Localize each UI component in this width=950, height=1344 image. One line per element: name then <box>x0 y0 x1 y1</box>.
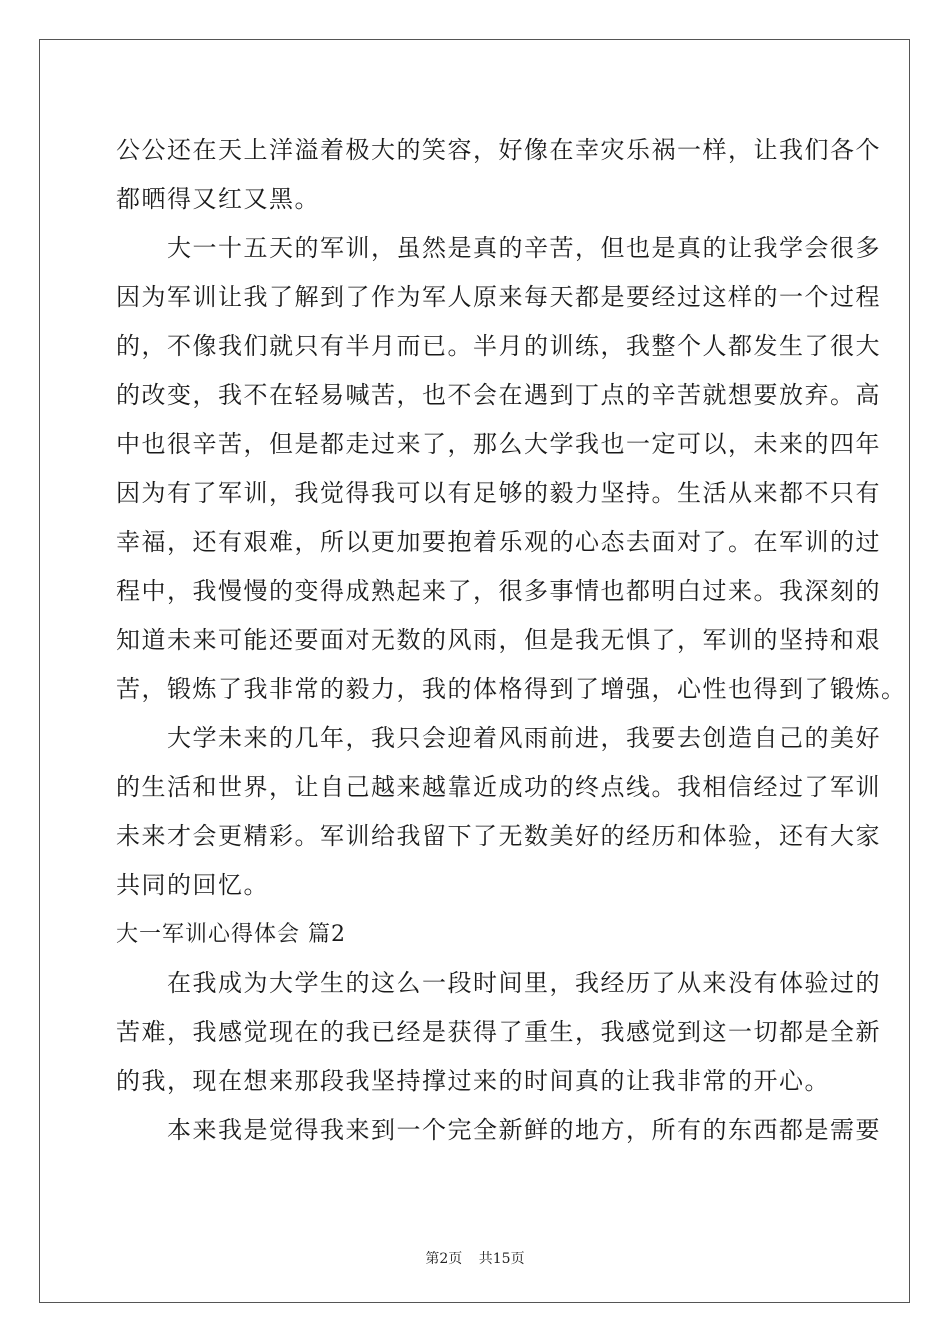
text-line: 的改变，我不在轻易喊苦，也不会在遇到丁点的辛苦就想要放弃。高 <box>116 381 881 409</box>
text-line: 因为有了军训，我觉得我可以有足够的毅力坚持。生活从来都不只有 <box>116 479 881 507</box>
text-line: 公公还在天上洋溢着极大的笑容，好像在幸灾乐祸一样，让我们各个 <box>116 136 881 164</box>
text-line: 中也很辛苦，但是都走过来了，那么大学我也一定可以，未来的四年 <box>116 430 881 458</box>
text-line: 因为军训让我了解到了作为军人原来每天都是要经过这样的一个过程 <box>116 283 881 311</box>
text-line: 都晒得又红又黑。 <box>116 185 320 213</box>
text-line: 的我，现在想来那段我坚持撑过来的时间真的让我非常的开心。 <box>116 1067 830 1095</box>
text-line: 未来才会更精彩。军训给我留下了无数美好的经历和体验，还有大家 <box>116 822 881 850</box>
document-body <box>116 126 907 1155</box>
text-line: 大一十五天的军训，虽然是真的辛苦，但也是真的让我学会很多 <box>116 234 881 262</box>
text-line: 的，不像我们就只有半月而已。半月的训练，我整个人都发生了很大 <box>116 332 881 360</box>
text-line: 本来我是觉得我来到一个完全新鲜的地方，所有的东西都是需要 <box>116 1116 881 1144</box>
text-line: 苦难，我感觉现在的我已经是获得了重生，我感觉到这一切都是全新 <box>116 1018 881 1046</box>
text-line: 在我成为大学生的这么一段时间里，我经历了从来没有体验过的 <box>116 969 881 997</box>
section-heading: 大一军训心得体会 篇2 <box>116 922 346 947</box>
page-total: 共15页 <box>478 1251 525 1267</box>
text-line: 苦，锻炼了我非常的毅力，我的体格得到了增强，心性也得到了锻炼。 <box>116 675 907 703</box>
page-footer <box>0 1248 950 1268</box>
text-line: 幸福，还有艰难，所以更加要抱着乐观的心态去面对了。在军训的过 <box>116 528 881 556</box>
page-number: 第2页 <box>425 1251 463 1267</box>
text-line: 程中，我慢慢的变得成熟起来了，很多事情也都明白过来。我深刻的 <box>116 577 881 605</box>
text-line: 的生活和世界，让自己越来越靠近成功的终点线。我相信经过了军训 <box>116 773 881 801</box>
text-line: 知道未来可能还要面对无数的风雨，但是我无惧了，军训的坚持和艰 <box>116 626 881 654</box>
text-line: 共同的回忆。 <box>116 871 269 899</box>
text-line: 大学未来的几年，我只会迎着风雨前进，我要去创造自己的美好 <box>116 724 881 752</box>
